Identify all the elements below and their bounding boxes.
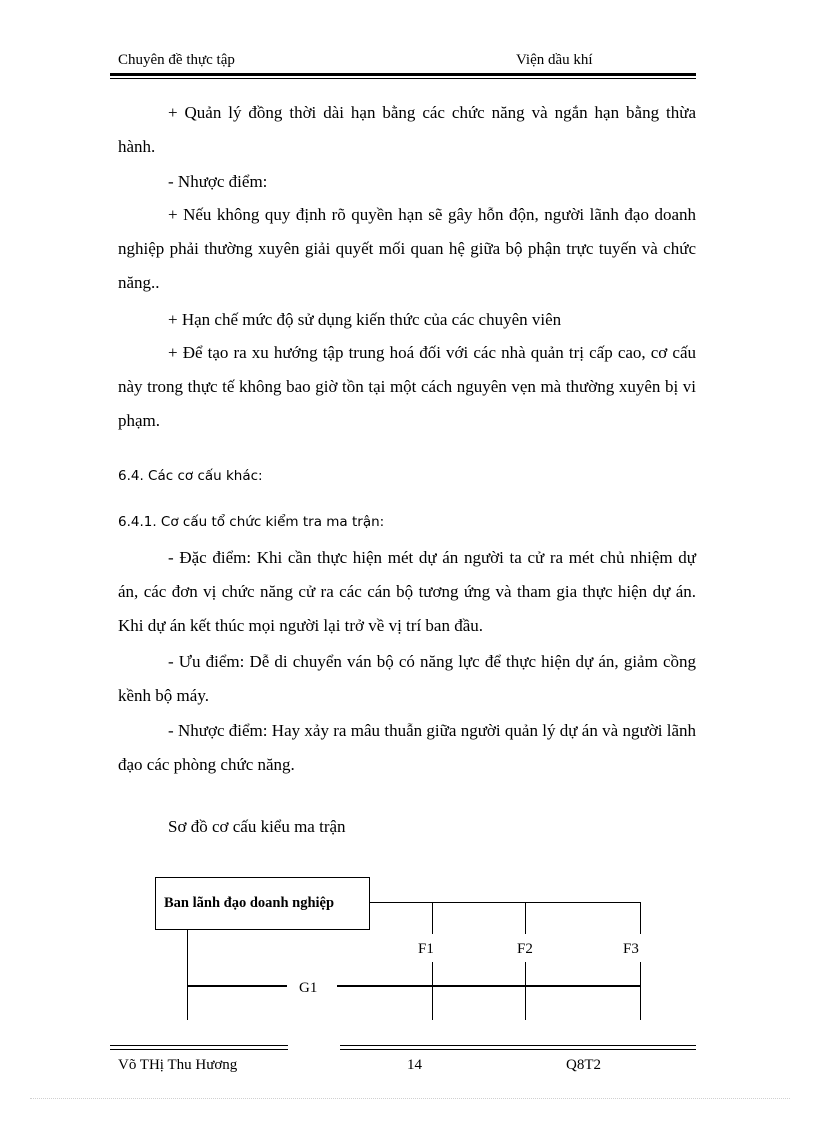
header-left: Chuyên đề thực tập <box>118 52 235 68</box>
diagram-g1-line-left <box>187 985 287 987</box>
footer-rule-right-1 <box>340 1045 696 1046</box>
paragraph-limit-knowledge: + Hạn chế mức độ sử dụng kiến thức của các chuyên viên <box>168 310 562 329</box>
diagram-caption: Sơ đồ cơ cấu kiểu ma trận <box>168 817 346 836</box>
paragraph-advantages: - Ưu điểm: Dễ di chuyển ván bộ có năng lực để thực hiện dự án, giảm cồng kềnh bộ máy. <box>118 652 696 705</box>
footer-rule-left-1 <box>110 1045 288 1046</box>
diagram-f2-column-line <box>525 962 526 1020</box>
footer-rule-right-2 <box>340 1049 696 1050</box>
diagram-top-line <box>370 902 641 903</box>
diagram-f1-vertical <box>432 902 433 934</box>
diagram-f3-vertical <box>640 902 641 934</box>
footer-rule-left-2 <box>110 1049 288 1050</box>
footer-class: Q8T2 <box>566 1057 601 1073</box>
header-rule-thin <box>110 78 696 79</box>
diagram-label-f1: F1 <box>418 941 434 957</box>
diagram-label-g1: G1 <box>299 980 318 996</box>
header-right: Viện dầu khí <box>516 52 593 68</box>
paragraph-characteristics: - Đặc điểm: Khi cần thực hiện mét dự án người ta cử ra mét chủ nhiệm dự án, các đơn vị chức năng cử ra các cán bộ tương ứng và tham gia thực hiện dự án. Khi dự án kết thúc mọi người lại trở về vị trí ban đầu. <box>118 548 696 635</box>
diagram-f1-column-line <box>432 962 433 1020</box>
footer-page-number: 14 <box>407 1057 422 1073</box>
footer-author: Võ THị Thu Hương <box>118 1057 238 1073</box>
paragraph-disadvantage-label: - Nhược điểm: <box>168 172 268 191</box>
section-heading-6-4-1: 6.4.1. Cơ cấu tổ chức kiểm tra ma trận: <box>118 514 385 530</box>
diagram-g1-line-right <box>337 985 641 987</box>
paragraph-no-regulation: + Nếu không quy định rõ quyền hạn sẽ gây hỗn độn, người lãnh đạo doanh nghiệp phải thường xuyên giải quyết mối quan hệ giữa bộ phận trực tuyến và chức năng.. <box>118 205 696 292</box>
diagram-f3-column-line <box>640 962 641 1020</box>
diagram-label-f3: F3 <box>623 941 639 957</box>
diagram-f2-vertical <box>525 902 526 934</box>
header-rule-thick <box>110 73 696 76</box>
diagram-box-down-line <box>187 930 188 1020</box>
section-heading-6-4: 6.4. Các cơ cấu khác: <box>118 468 263 484</box>
paragraph-disadvantages: - Nhược điểm: Hay xảy ra mâu thuẫn giữa người quản lý dự án và người lãnh đạo các phòng chức năng. <box>118 721 696 774</box>
paragraph-centralization: + Để tạo ra xu hướng tập trung hoá đối với các nhà quản trị cấp cao, cơ cấu này trong thực tế không bao giờ tồn tại một cách nguyên vẹn mà thường xuyên bị vi phạm. <box>118 343 696 430</box>
diagram-management-box: Ban lãnh đạo doanh nghiệp <box>155 877 370 930</box>
paragraph-management: + Quản lý đồng thời dài hạn bằng các chức năng và ngắn hạn bằng thừa hành. <box>118 103 696 156</box>
page-bottom-divider <box>30 1098 790 1099</box>
diagram-label-f2: F2 <box>517 941 533 957</box>
